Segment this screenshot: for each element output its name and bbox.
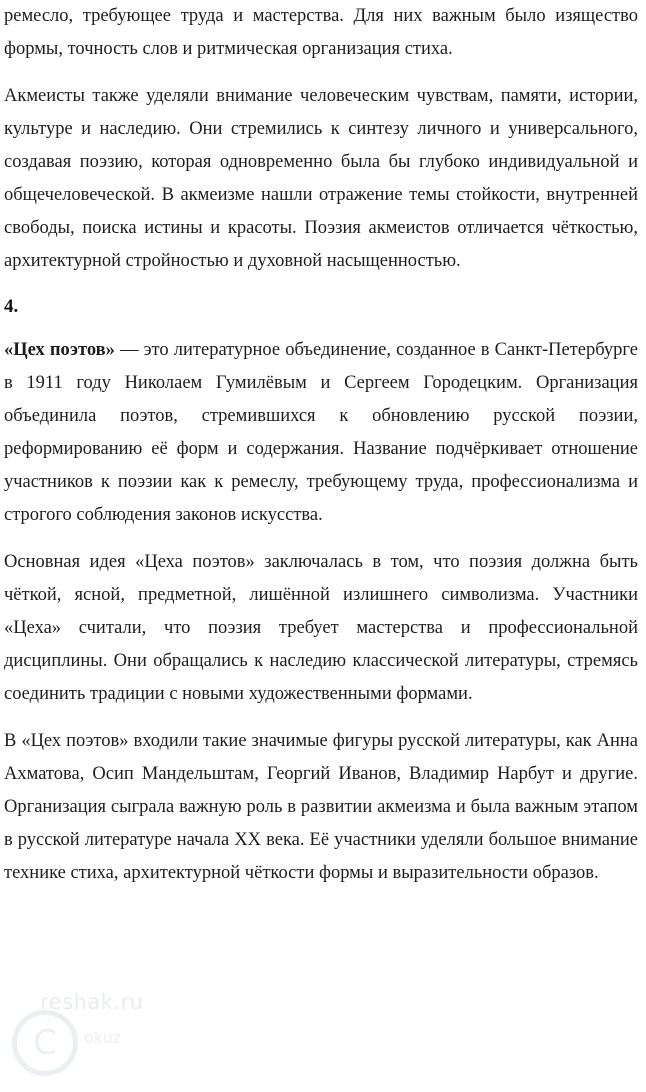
- term-tsekh-poetov: «Цех поэтов»: [4, 340, 115, 360]
- watermark-text: reshak.ru: [40, 990, 144, 1014]
- watermark: [10, 966, 220, 1086]
- paragraph-2: Акмеисты также уделяли внимание человеческим чувствам, памяти, истории, культуре и наследию. Они стремились к синтезу личного и универсального, создавая поэзию, которая одновременно была бы глубоко индивидуальной и общечеловеческой. В акмеизме нашли отражение темы стойкости, внутренней свободы, поиска истины и красоты. Поэзия акмеистов отличается чёткостью, архитектурной стройностью и духовной насыщенностью.: [4, 86, 638, 271]
- watermark-circle-icon: [12, 1010, 78, 1076]
- watermark-circle-letter: C: [33, 1023, 57, 1063]
- paragraph-5: В «Цех поэтов» входили такие значимые фигуры русской литературы, как Анна Ахматова, Осип Мандельштам, Георгий Иванов, Владимир Нарбут и другие. Организация сыграла важную роль в развитии акмеизма и была важным этапом в русской литературе начала XX века. Её участники уделяли большое внимание технике стиха, архитектурной чёткости формы и выразительности образов.: [4, 731, 638, 883]
- paragraph-4: Основная идея «Цеха поэтов» заключалась в том, что поэзия должна быть чёткой, ясной, предметной, лишённой излишнего символизма. Участники «Цеха» считали, что поэзия требует мастерства и профессиональной дисциплины. Они обращались к наследию классической литературы, стремясь соединить традиции с новыми художественными формами.: [4, 552, 638, 704]
- paragraph-1: ремесло, требующее труда и мастерства. Для них важным было изящество формы, точность слов и ритмическая организация стиха.: [4, 6, 638, 59]
- section-number: 4.: [4, 296, 19, 317]
- paragraph-3-body: — это литературное объединение, созданное в Санкт-Петербурге в 1911 году Николаем Гумилёвым и Сергеем Городецким. Организация объединила поэтов, стремившихся к обновлению русской поэзии, реформированию её форм и содержания. Название подчёркивает отношение участников к поэзии как к ремеслу, требующему труда, профессионализма и строгого соблюдения законов искусства.: [4, 340, 638, 525]
- paragraph-3: [4, 334, 638, 532]
- watermark-subtext: okuz: [84, 1028, 122, 1047]
